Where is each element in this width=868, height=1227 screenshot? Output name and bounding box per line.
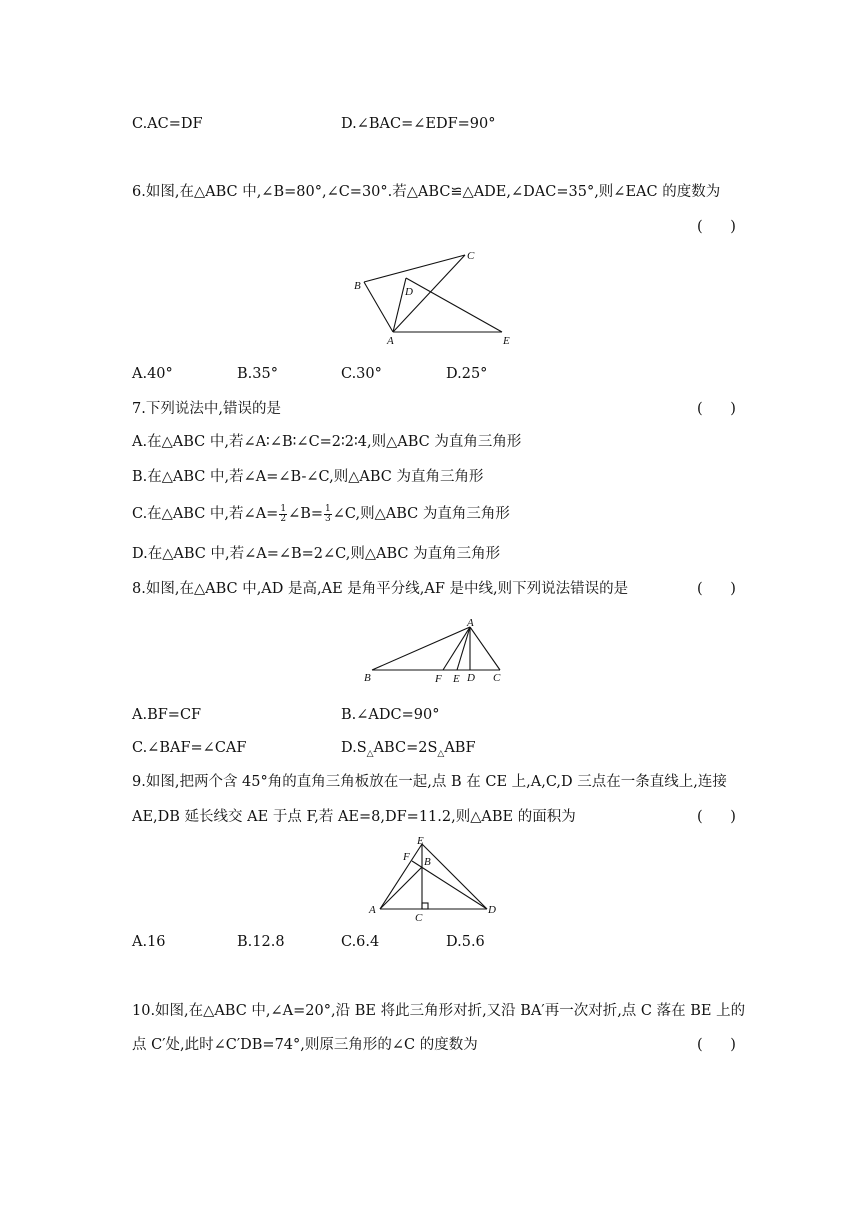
- q8-label-a: A: [467, 617, 474, 629]
- q10-answer-paren: ( ): [697, 1037, 736, 1053]
- q7-option-c: [132, 504, 510, 524]
- q9-option-c: C.6.4: [341, 934, 380, 950]
- q6-option-d: D.25°: [446, 366, 488, 382]
- q9-label-f: F: [403, 851, 410, 863]
- q9-label-d: D: [488, 904, 496, 916]
- q9-answer-paren: ( ): [697, 809, 736, 825]
- q6-label-b: B: [354, 280, 361, 292]
- q5-option-c: C.AC=DF: [132, 116, 203, 132]
- q7-option-c-post: ∠C,则△ABC 为直角三角形: [332, 506, 510, 522]
- q10-stem-line1: 10.如图,在△ABC 中,∠A=20°,沿 BE 将此三角形对折,又沿 BA′再一次对折,点 C 落在 BE 上的: [132, 1003, 746, 1019]
- q6-answer-paren: ( ): [697, 219, 736, 235]
- q9-option-b: B.12.8: [237, 934, 285, 950]
- q6-label-c: C: [467, 250, 475, 262]
- q8-label-f: F: [435, 673, 442, 685]
- q8-stem: 8.如图,在△ABC 中,AD 是高,AE 是角平分线,AF 是中线,则下列说法错误的是: [132, 581, 629, 597]
- q6-stem: 6.如图,在△ABC 中,∠B=80°,∠C=30°.若△ABC≌△ADE,∠DAC=35°,则∠EAC 的度数为: [132, 184, 721, 200]
- q7-stem: 7.下列说法中,错误的是: [132, 401, 281, 417]
- q7-answer-paren: ( ): [697, 401, 736, 417]
- q9-option-a: A.16: [132, 934, 166, 950]
- q10-stem-line2: 点 C′处,此时∠C′DB=74°,则原三角形的∠C 的度数为: [132, 1037, 478, 1053]
- q8-label-c: C: [493, 672, 501, 684]
- q9-stem-line1: 9.如图,把两个含 45°角的直角三角板放在一起,点 B 在 CE 上,A,C,D 三点在一条直线上,连接: [132, 774, 727, 790]
- q9-label-a: A: [369, 904, 376, 916]
- q8-label-b: B: [364, 672, 371, 684]
- q7-fraction-half: $\frac{1}{2}$: [280, 503, 287, 524]
- q8-option-c: C.∠BAF=∠CAF: [132, 740, 247, 756]
- q9-label-c: C: [415, 912, 423, 924]
- q6-label-e: E: [503, 335, 510, 347]
- q5-option-d: D.∠BAC=∠EDF=90°: [341, 116, 496, 132]
- q7-option-c-pre: C.在△ABC 中,若∠A=: [132, 506, 279, 522]
- q8-label-e: E: [453, 673, 460, 685]
- q9-stem-line2: AE,DB 延长线交 AE 于点 F,若 AE=8,DF=11.2,则△ABE 的面积为: [132, 809, 576, 825]
- q8-option-d: $D.S_\triangle ABC=2S_\triangle ABF$: [341, 740, 476, 759]
- q8-label-d: D: [467, 672, 475, 684]
- q8-figure: [360, 615, 510, 690]
- q7-option-c-mid: ∠B=: [288, 506, 324, 522]
- q7-option-a: A.在△ABC 中,若∠A∶∠B∶∠C=2∶2∶4,则△ABC 为直角三角形: [132, 434, 522, 450]
- q9-label-b: B: [424, 856, 431, 868]
- q9-option-d: D.5.6: [446, 934, 485, 950]
- q7-option-b: B.在△ABC 中,若∠A=∠B-∠C,则△ABC 为直角三角形: [132, 469, 484, 485]
- q6-label-d: D: [405, 286, 413, 298]
- q6-option-a: A.40°: [132, 366, 173, 382]
- q6-option-b: B.35°: [237, 366, 278, 382]
- q6-label-a: A: [387, 335, 394, 347]
- q9-figure: [365, 832, 505, 927]
- q6-figure: [340, 245, 530, 350]
- q8-option-b: B.∠ADC=90°: [341, 707, 440, 723]
- q6-option-c: C.30°: [341, 366, 382, 382]
- q8-option-a: A.BF=CF: [132, 707, 202, 723]
- q9-label-e: E: [417, 835, 424, 847]
- q8-answer-paren: ( ): [697, 581, 736, 597]
- q7-fraction-third: $\frac{1}{3}$: [325, 503, 331, 524]
- q7-option-d: D.在△ABC 中,若∠A=∠B=2∠C,则△ABC 为直角三角形: [132, 546, 501, 562]
